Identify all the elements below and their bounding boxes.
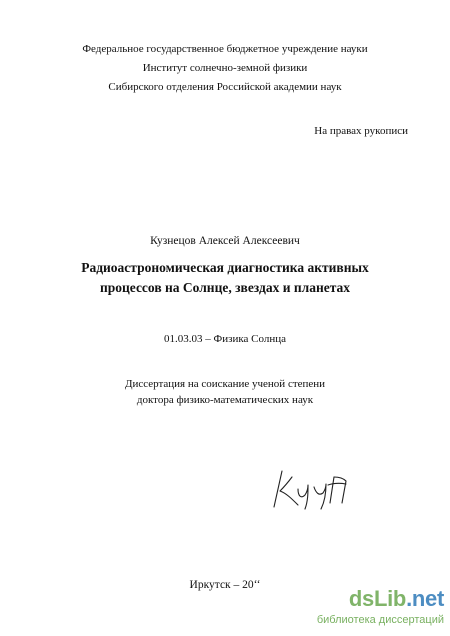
watermark-subtitle: библиотека диссертаций [316, 614, 444, 626]
institution-line-1: Федеральное государственное бюджетное учреждение науки [82, 43, 368, 55]
manuscript-rights: На правах рукописи [314, 125, 408, 137]
watermark-logo-part2: .net [406, 586, 444, 611]
specialty-code: 01.03.03 – Физика Солнца [164, 333, 286, 345]
watermark-logo-part1: dsLib [348, 586, 407, 611]
place-and-year: Иркутск – 20‘‘ [189, 579, 261, 591]
degree-line-1: Диссертация на соискание ученой степени [124, 378, 326, 390]
dissertation-title-line-1: Радиоастрономическая диагностика активных [81, 260, 369, 275]
institution-line-2: Институт солнечно-земной физики [142, 62, 308, 74]
degree-line-2: доктора физико-математических наук [136, 394, 314, 406]
dslib-watermark [284, 586, 444, 632]
author-name: Кузнецов Алексей Алексеевич [150, 235, 300, 247]
watermark-logo [349, 586, 444, 612]
dissertation-title-line-2: процессов на Солнце, звездах и планетах [99, 280, 351, 295]
handwritten-signature-icon [268, 463, 352, 511]
institution-line-3: Сибирского отделения Российской академии наук [108, 81, 342, 93]
